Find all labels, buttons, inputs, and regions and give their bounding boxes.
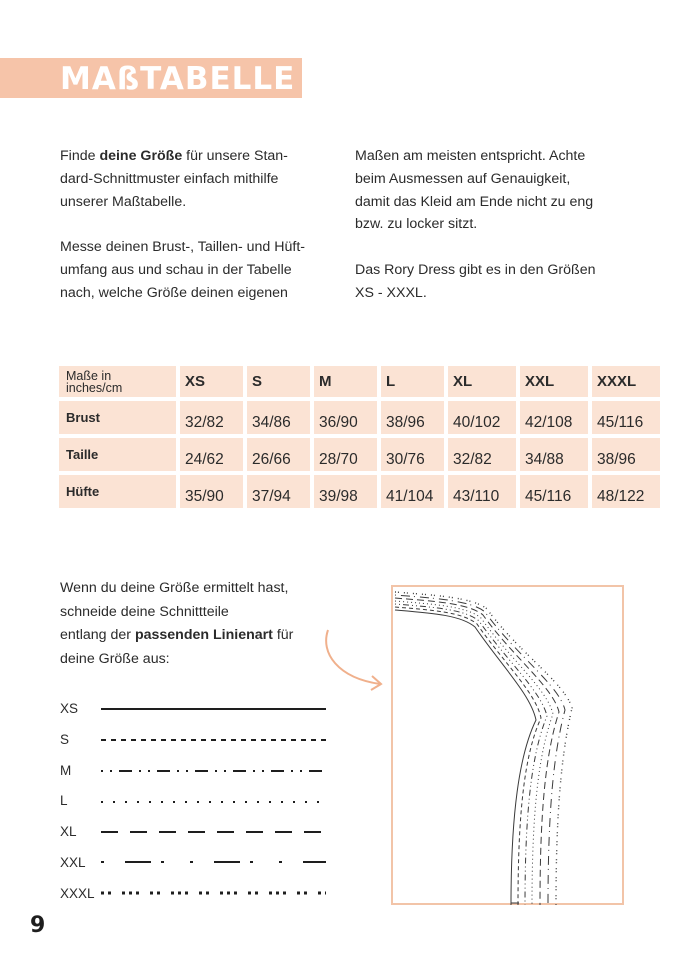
table-cell: 32/82 [448, 438, 516, 471]
intro-column-right [355, 145, 635, 305]
header-xxxl: XXXL [592, 366, 660, 397]
table-cell: 26/66 [247, 438, 310, 471]
intro-line: Messe deinen Brust-, Taillen- und Hüft- [60, 239, 305, 256]
header-m: M [314, 366, 377, 397]
pattern-line-xs [395, 610, 536, 905]
instruction-line [60, 624, 340, 648]
cutting-instruction [60, 577, 340, 671]
pattern-line-l [395, 601, 553, 905]
legend-label-m: M [60, 763, 72, 778]
table-cell: 45/116 [520, 475, 588, 508]
table-cell: 43/110 [448, 475, 516, 508]
row-label-brust: Brust [59, 401, 176, 434]
intro-line: XS - XXXL. [355, 284, 427, 301]
legend-label-xxl: XXL [60, 855, 86, 870]
instruction-line: Wenn du deine Größe ermittelt hast, [60, 580, 289, 596]
pattern-line-xl [395, 598, 559, 905]
table-cell: 45/116 [592, 401, 660, 434]
table-cell: 28/70 [314, 438, 377, 471]
table-cell: 30/76 [381, 438, 444, 471]
table-cell: 36/90 [314, 401, 377, 434]
instruction-line: deine Größe aus: [60, 650, 170, 667]
table-cell: 39/98 [314, 475, 377, 508]
size-table [55, 362, 664, 512]
table-cell: 40/102 [448, 401, 516, 434]
emphasis-text: deine Größe [99, 148, 183, 164]
pattern-line-xxl [395, 595, 565, 905]
legend-label-xxxl: XXXL [60, 886, 95, 901]
table-cell: 48/122 [592, 475, 660, 508]
table-cell: 38/96 [381, 401, 444, 434]
table-cell: 24/62 [180, 438, 243, 471]
emphasis-text: passenden Linienart [134, 627, 273, 643]
sewing-pattern-illustration [391, 585, 624, 905]
table-cell: 42/108 [520, 401, 588, 434]
table-cell: 34/86 [247, 401, 310, 434]
table-cell: 34/88 [520, 438, 588, 471]
legend-label-s: S [60, 732, 70, 747]
table-cell: 37/94 [247, 475, 310, 508]
intro-line: dard-Schnittmuster einfach mithilfe [60, 170, 279, 187]
text-span: entlang der [60, 627, 135, 643]
table-corner-label [59, 366, 176, 397]
header-xs: XS [180, 366, 243, 397]
header-xxl: XXL [520, 366, 588, 397]
legend-label-xs: XS [60, 701, 79, 716]
arrow-icon [318, 628, 388, 693]
text-span: Finde [60, 148, 100, 164]
table-header-row [59, 366, 660, 397]
header-l: L [381, 366, 444, 397]
page-title: MAßTABELLE [60, 61, 296, 97]
intro-line: beim Ausmessen auf Genauigkeit, [355, 170, 571, 187]
intro-line: umfang aus und schau in der Tabelle [60, 261, 292, 278]
intro-line: Das Rory Dress gibt es in den Größen [355, 261, 596, 278]
table-cell: 41/104 [381, 475, 444, 508]
intro-line: unserer Maßtabelle. [60, 193, 187, 210]
corner-line: inches/cm [66, 380, 123, 395]
header-s: S [247, 366, 310, 397]
table-cell: 32/82 [180, 401, 243, 434]
table-cell: 38/96 [592, 438, 660, 471]
page-number: 9 [30, 913, 46, 938]
intro-line: Maßen am meisten entspricht. Achte [355, 148, 586, 164]
intro-column-left [60, 145, 340, 305]
corner-line: Maße in [66, 368, 112, 383]
table-cell: 35/90 [180, 475, 243, 508]
legend-label-l: L [60, 793, 68, 808]
table-row [59, 401, 660, 434]
header-xl: XL [448, 366, 516, 397]
row-label-taille: Taille [59, 438, 176, 471]
text-span: für unsere Stan- [182, 148, 288, 164]
intro-line: bzw. zu locker sitzt. [355, 216, 478, 233]
intro-line: nach, welche Größe deinen eigenen [60, 284, 288, 301]
instruction-line: schneide deine Schnittteile [60, 603, 229, 620]
intro-line [60, 145, 340, 168]
line-style-legend [95, 695, 340, 905]
table-row [59, 438, 660, 471]
text-span: für [272, 627, 294, 643]
table-row [59, 475, 660, 508]
intro-line: damit das Kleid am Ende nicht zu eng [355, 193, 594, 210]
row-label-huefte: Hüfte [59, 475, 176, 508]
legend-label-xl: XL [60, 824, 77, 839]
